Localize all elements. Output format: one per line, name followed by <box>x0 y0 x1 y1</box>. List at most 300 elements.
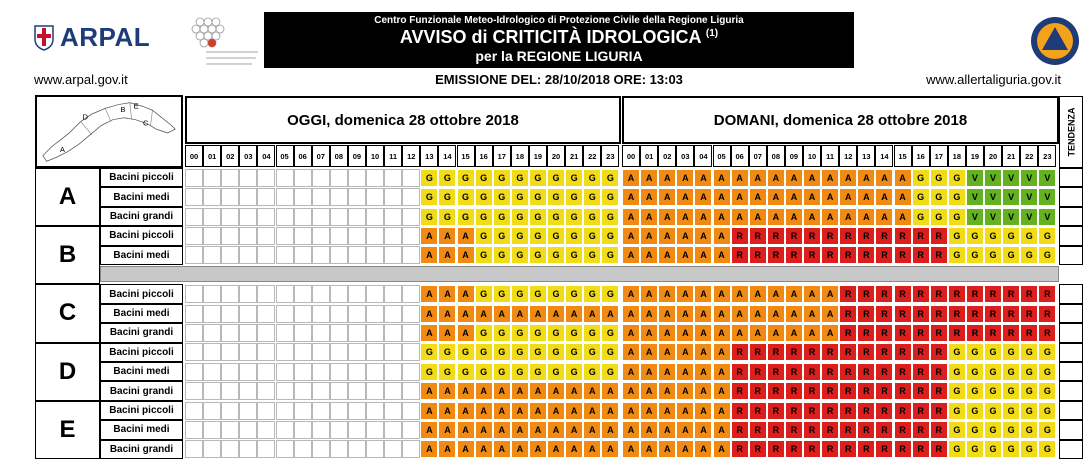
cell-b-1-tomorrow-07: R <box>749 246 767 264</box>
hour-today-18: 18 <box>511 145 529 167</box>
cell-c-2-tomorrow-23: R <box>1038 324 1056 342</box>
cell-e-0-today-06 <box>294 402 312 420</box>
cell-c-2-tomorrow-18: R <box>948 324 966 342</box>
cell-c-1-tomorrow-07: A <box>749 305 767 323</box>
cell-e-2-tomorrow-03: A <box>676 440 694 458</box>
cell-e-2-tomorrow-01: A <box>640 440 658 458</box>
cell-e-1-tomorrow-22: G <box>1020 421 1038 439</box>
cell-a-0-tomorrow-00: A <box>622 169 640 187</box>
cell-d-0-today-21: G <box>565 343 583 361</box>
cell-b-0-today-10 <box>366 227 384 245</box>
cell-a-1-today-13: G <box>420 188 438 206</box>
cell-d-0-tomorrow-01: A <box>640 343 658 361</box>
cell-a-0-tomorrow-11: A <box>821 169 839 187</box>
cell-c-2-tomorrow-11: A <box>821 324 839 342</box>
cell-e-0-tomorrow-21: G <box>1002 402 1020 420</box>
cell-d-2-today-15: A <box>457 382 475 400</box>
cell-b-0-tomorrow-15: R <box>894 227 912 245</box>
cell-a-2-tomorrow-02: A <box>658 208 676 226</box>
cell-b-0-tomorrow-04: A <box>694 227 712 245</box>
cell-e-2-today-05 <box>276 440 294 458</box>
cell-b-1-tomorrow-04: A <box>694 246 712 264</box>
cell-a-1-today-14: G <box>438 188 456 206</box>
cell-d-0-tomorrow-10: R <box>803 343 821 361</box>
cell-e-0-tomorrow-00: A <box>622 402 640 420</box>
arpal-name: ARPAL <box>60 22 151 52</box>
cell-d-1-tomorrow-20: G <box>984 363 1002 381</box>
cell-d-0-today-08 <box>330 343 348 361</box>
cell-e-1-today-06 <box>294 421 312 439</box>
cell-a-2-today-06 <box>294 208 312 226</box>
cell-e-2-today-07 <box>312 440 330 458</box>
cell-d-2-today-01 <box>203 382 221 400</box>
cell-c-0-tomorrow-10: A <box>803 285 821 303</box>
cell-e-1-tomorrow-06: R <box>731 421 749 439</box>
cell-e-2-tomorrow-16: R <box>912 440 930 458</box>
cell-d-2-tomorrow-12: R <box>839 382 857 400</box>
cell-c-0-today-10 <box>366 285 384 303</box>
cell-b-1-today-01 <box>203 246 221 264</box>
hour-tomorrow-22: 22 <box>1020 145 1038 167</box>
cell-a-2-tomorrow-17: G <box>930 208 948 226</box>
cell-b-0-today-00 <box>185 227 203 245</box>
cell-e-0-tomorrow-01: A <box>640 402 658 420</box>
cell-c-0-tomorrow-05: A <box>713 285 731 303</box>
cell-d-2-today-12 <box>402 382 420 400</box>
cell-c-1-today-04 <box>257 305 275 323</box>
cell-d-0-today-02 <box>221 343 239 361</box>
cell-d-1-tomorrow-17: R <box>930 363 948 381</box>
cell-b-1-tomorrow-10: R <box>803 246 821 264</box>
cell-d-0-tomorrow-13: R <box>857 343 875 361</box>
cell-d-0-tomorrow-21: G <box>1002 343 1020 361</box>
cell-e-2-tomorrow-06: R <box>731 440 749 458</box>
cell-e-1-tomorrow-17: R <box>930 421 948 439</box>
cell-a-1-today-12 <box>402 188 420 206</box>
hour-tomorrow-09: 09 <box>785 145 803 167</box>
cell-d-2-tomorrow-15: R <box>894 382 912 400</box>
cell-e-2-today-09 <box>348 440 366 458</box>
title-center: Centro Funzionale Meteo-Idrologico di Protezione Civile della Regione Liguria <box>374 15 744 26</box>
cell-e-0-today-02 <box>221 402 239 420</box>
cell-b-0-tomorrow-02: A <box>658 227 676 245</box>
cell-a-1-tomorrow-16: G <box>912 188 930 206</box>
cell-b-0-today-19: G <box>529 227 547 245</box>
cell-a-2-tomorrow-22: V <box>1020 208 1038 226</box>
cell-e-1-today-19: A <box>529 421 547 439</box>
cell-c-1-tomorrow-00: A <box>622 305 640 323</box>
cell-e-0-tomorrow-20: G <box>984 402 1002 420</box>
cell-d-2-today-14: A <box>438 382 456 400</box>
cell-d-0-today-12 <box>402 343 420 361</box>
liguria-map <box>35 95 183 168</box>
cell-d-2-today-16: A <box>475 382 493 400</box>
cell-d-2-tomorrow-02: A <box>658 382 676 400</box>
cell-d-1-tomorrow-01: A <box>640 363 658 381</box>
cell-b-1-today-06 <box>294 246 312 264</box>
cell-e-0-tomorrow-02: A <box>658 402 676 420</box>
cell-c-1-tomorrow-22: R <box>1020 305 1038 323</box>
cell-a-2-tomorrow-14: A <box>875 208 893 226</box>
cell-a-1-tomorrow-04: A <box>694 188 712 206</box>
cell-d-1-today-12 <box>402 363 420 381</box>
cell-c-0-tomorrow-22: R <box>1020 285 1038 303</box>
cell-a-2-tomorrow-08: A <box>767 208 785 226</box>
cell-c-2-today-00 <box>185 324 203 342</box>
cell-d-1-tomorrow-09: R <box>785 363 803 381</box>
cell-b-0-tomorrow-23: G <box>1038 227 1056 245</box>
hour-today-10: 10 <box>366 145 384 167</box>
cell-a-2-today-02 <box>221 208 239 226</box>
tendenza-cell-d-2 <box>1059 381 1083 400</box>
cell-a-1-tomorrow-20: V <box>984 188 1002 206</box>
cell-a-0-tomorrow-07: A <box>749 169 767 187</box>
cell-d-0-today-19: G <box>529 343 547 361</box>
cell-b-0-tomorrow-20: G <box>984 227 1002 245</box>
cell-e-2-tomorrow-02: A <box>658 440 676 458</box>
cell-c-2-today-19: G <box>529 324 547 342</box>
cell-a-0-tomorrow-22: V <box>1020 169 1038 187</box>
cell-e-0-today-20: A <box>547 402 565 420</box>
cell-c-0-today-04 <box>257 285 275 303</box>
cell-d-1-tomorrow-10: R <box>803 363 821 381</box>
cell-a-0-today-11 <box>384 169 402 187</box>
cell-e-2-tomorrow-07: R <box>749 440 767 458</box>
cell-c-0-tomorrow-02: A <box>658 285 676 303</box>
cell-e-1-today-21: A <box>565 421 583 439</box>
cell-b-1-today-09 <box>348 246 366 264</box>
cell-a-1-today-01 <box>203 188 221 206</box>
hour-today-05: 05 <box>276 145 294 167</box>
cell-c-2-tomorrow-15: R <box>894 324 912 342</box>
cell-a-2-tomorrow-06: A <box>731 208 749 226</box>
cell-d-1-tomorrow-22: G <box>1020 363 1038 381</box>
cell-b-1-tomorrow-17: R <box>930 246 948 264</box>
cell-c-0-tomorrow-15: R <box>894 285 912 303</box>
cell-c-0-today-22: G <box>583 285 601 303</box>
cell-c-2-today-08 <box>330 324 348 342</box>
hour-tomorrow-18: 18 <box>948 145 966 167</box>
cell-b-1-tomorrow-00: A <box>622 246 640 264</box>
cell-b-0-tomorrow-13: R <box>857 227 875 245</box>
cell-a-1-tomorrow-15: A <box>894 188 912 206</box>
cell-d-0-tomorrow-03: A <box>676 343 694 361</box>
cell-a-1-tomorrow-08: A <box>767 188 785 206</box>
cell-a-0-tomorrow-16: G <box>912 169 930 187</box>
cell-a-2-tomorrow-11: A <box>821 208 839 226</box>
cell-e-1-tomorrow-08: R <box>767 421 785 439</box>
cell-e-2-today-23: A <box>601 440 619 458</box>
cell-c-2-tomorrow-06: A <box>731 324 749 342</box>
cell-a-2-tomorrow-20: V <box>984 208 1002 226</box>
cell-a-0-tomorrow-06: A <box>731 169 749 187</box>
cell-a-1-tomorrow-17: G <box>930 188 948 206</box>
hour-tomorrow-08: 08 <box>767 145 785 167</box>
cell-d-0-today-00 <box>185 343 203 361</box>
cell-a-2-today-04 <box>257 208 275 226</box>
tendenza-cell-e-2 <box>1059 440 1083 459</box>
cell-d-1-today-01 <box>203 363 221 381</box>
cell-d-0-tomorrow-04: A <box>694 343 712 361</box>
cell-b-0-today-04 <box>257 227 275 245</box>
cell-c-1-tomorrow-09: A <box>785 305 803 323</box>
cell-e-0-tomorrow-23: G <box>1038 402 1056 420</box>
cell-e-0-tomorrow-06: R <box>731 402 749 420</box>
cell-b-1-today-14: A <box>438 246 456 264</box>
cell-e-2-today-17: A <box>493 440 511 458</box>
cell-d-0-today-16: G <box>475 343 493 361</box>
cell-d-1-today-10 <box>366 363 384 381</box>
cell-d-1-today-20: G <box>547 363 565 381</box>
cell-a-1-tomorrow-09: A <box>785 188 803 206</box>
cell-b-0-tomorrow-12: R <box>839 227 857 245</box>
cell-e-2-today-06 <box>294 440 312 458</box>
hour-today-02: 02 <box>221 145 239 167</box>
zone-letter-b: B <box>35 226 100 284</box>
cell-c-1-today-16: A <box>475 305 493 323</box>
cell-c-1-tomorrow-17: R <box>930 305 948 323</box>
cell-c-1-tomorrow-05: A <box>713 305 731 323</box>
hour-tomorrow-12: 12 <box>839 145 857 167</box>
cell-c-0-tomorrow-00: A <box>622 285 640 303</box>
cell-d-2-today-04 <box>257 382 275 400</box>
cell-c-0-tomorrow-04: A <box>694 285 712 303</box>
cell-a-0-today-23: G <box>601 169 619 187</box>
cell-d-2-tomorrow-08: R <box>767 382 785 400</box>
cell-e-1-today-10 <box>366 421 384 439</box>
cell-a-1-tomorrow-06: A <box>731 188 749 206</box>
cell-a-1-tomorrow-10: A <box>803 188 821 206</box>
cell-a-2-today-17: G <box>493 208 511 226</box>
cell-a-0-today-21: G <box>565 169 583 187</box>
cell-e-1-today-18: A <box>511 421 529 439</box>
cell-a-2-tomorrow-19: V <box>966 208 984 226</box>
cell-c-2-today-18: G <box>511 324 529 342</box>
cell-c-1-today-07 <box>312 305 330 323</box>
cell-d-0-today-03 <box>239 343 257 361</box>
hour-today-11: 11 <box>384 145 402 167</box>
cell-b-1-today-13: A <box>420 246 438 264</box>
cell-a-2-tomorrow-05: A <box>713 208 731 226</box>
cell-c-2-tomorrow-19: R <box>966 324 984 342</box>
cell-d-1-tomorrow-02: A <box>658 363 676 381</box>
cell-d-1-tomorrow-15: R <box>894 363 912 381</box>
cell-e-0-today-01 <box>203 402 221 420</box>
cell-a-1-today-07 <box>312 188 330 206</box>
cell-d-1-today-08 <box>330 363 348 381</box>
cell-c-2-tomorrow-08: A <box>767 324 785 342</box>
arpal-logo[interactable] <box>34 22 150 53</box>
cell-d-1-today-19: G <box>529 363 547 381</box>
cell-a-2-tomorrow-18: G <box>948 208 966 226</box>
cell-b-0-today-02 <box>221 227 239 245</box>
cell-b-0-today-09 <box>348 227 366 245</box>
cell-a-0-today-00 <box>185 169 203 187</box>
cell-c-2-tomorrow-13: R <box>857 324 875 342</box>
cell-e-0-tomorrow-16: R <box>912 402 930 420</box>
cell-d-2-today-05 <box>276 382 294 400</box>
cell-c-0-tomorrow-08: A <box>767 285 785 303</box>
cell-e-0-today-19: A <box>529 402 547 420</box>
cell-a-2-today-11 <box>384 208 402 226</box>
cell-e-0-today-08 <box>330 402 348 420</box>
cell-c-1-tomorrow-13: R <box>857 305 875 323</box>
cell-e-1-tomorrow-01: A <box>640 421 658 439</box>
cell-b-1-tomorrow-22: G <box>1020 246 1038 264</box>
cell-a-0-tomorrow-18: G <box>948 169 966 187</box>
cell-a-0-tomorrow-14: A <box>875 169 893 187</box>
cell-c-0-today-23: G <box>601 285 619 303</box>
cell-d-1-today-06 <box>294 363 312 381</box>
cell-c-0-tomorrow-01: A <box>640 285 658 303</box>
cell-b-0-tomorrow-00: A <box>622 227 640 245</box>
cell-b-1-tomorrow-19: G <box>966 246 984 264</box>
cell-d-0-today-11 <box>384 343 402 361</box>
map-label-c: C <box>143 118 149 128</box>
cell-e-0-tomorrow-05: A <box>713 402 731 420</box>
zone-letter-e: E <box>35 401 100 459</box>
header <box>0 0 1089 95</box>
cell-a-2-today-12 <box>402 208 420 226</box>
zone-separator-b <box>100 266 1059 282</box>
hour-tomorrow-13: 13 <box>857 145 875 167</box>
cell-e-1-today-05 <box>276 421 294 439</box>
cell-e-1-today-14: A <box>438 421 456 439</box>
cell-b-0-today-15: A <box>457 227 475 245</box>
cell-c-1-today-08 <box>330 305 348 323</box>
cell-a-0-tomorrow-15: A <box>894 169 912 187</box>
protezione-civile-logo-icon <box>1030 16 1080 66</box>
cell-c-0-today-15: A <box>457 285 475 303</box>
cell-e-2-today-08 <box>330 440 348 458</box>
cell-a-2-today-10 <box>366 208 384 226</box>
cell-c-0-tomorrow-06: A <box>731 285 749 303</box>
cell-c-2-today-13: A <box>420 324 438 342</box>
cell-c-0-tomorrow-19: R <box>966 285 984 303</box>
cell-a-0-today-08 <box>330 169 348 187</box>
cell-e-2-today-00 <box>185 440 203 458</box>
cell-b-1-today-15: A <box>457 246 475 264</box>
cell-c-0-tomorrow-17: R <box>930 285 948 303</box>
cell-a-2-tomorrow-12: A <box>839 208 857 226</box>
cell-c-2-today-22: G <box>583 324 601 342</box>
cell-b-0-tomorrow-08: R <box>767 227 785 245</box>
cell-a-0-tomorrow-12: A <box>839 169 857 187</box>
cell-c-0-tomorrow-16: R <box>912 285 930 303</box>
cell-e-1-today-16: A <box>475 421 493 439</box>
hour-tomorrow-03: 03 <box>676 145 694 167</box>
cell-c-0-today-06 <box>294 285 312 303</box>
cell-d-0-tomorrow-06: R <box>731 343 749 361</box>
cell-e-1-today-23: A <box>601 421 619 439</box>
cell-d-2-tomorrow-01: A <box>640 382 658 400</box>
emission-date: EMISSIONE DEL: 28/10/2018 ORE: 13:03 <box>435 72 683 87</box>
cell-d-0-tomorrow-17: R <box>930 343 948 361</box>
cell-b-0-tomorrow-18: G <box>948 227 966 245</box>
zone-letter-a: A <box>35 168 100 226</box>
cell-a-0-today-19: G <box>529 169 547 187</box>
cell-a-1-today-19: G <box>529 188 547 206</box>
cell-a-2-today-14: G <box>438 208 456 226</box>
cell-a-1-tomorrow-07: A <box>749 188 767 206</box>
cell-a-0-tomorrow-03: A <box>676 169 694 187</box>
arpal-website-link[interactable]: www.arpal.gov.it <box>34 72 128 87</box>
cell-a-0-tomorrow-04: A <box>694 169 712 187</box>
cell-b-1-today-11 <box>384 246 402 264</box>
cell-e-2-today-01 <box>203 440 221 458</box>
cell-e-1-today-08 <box>330 421 348 439</box>
cell-e-1-tomorrow-11: R <box>821 421 839 439</box>
cell-d-0-today-23: G <box>601 343 619 361</box>
cell-c-2-today-05 <box>276 324 294 342</box>
cell-b-0-today-16: G <box>475 227 493 245</box>
cell-e-0-today-12 <box>402 402 420 420</box>
hour-tomorrow-02: 02 <box>658 145 676 167</box>
cell-c-0-tomorrow-18: R <box>948 285 966 303</box>
cell-e-0-today-23: A <box>601 402 619 420</box>
cell-a-1-today-17: G <box>493 188 511 206</box>
cell-c-1-today-14: A <box>438 305 456 323</box>
cell-d-0-today-18: G <box>511 343 529 361</box>
basin-label-c-1: Bacini medi <box>100 304 183 323</box>
cell-d-2-tomorrow-10: R <box>803 382 821 400</box>
cell-d-0-tomorrow-12: R <box>839 343 857 361</box>
cell-d-2-today-08 <box>330 382 348 400</box>
cell-b-0-tomorrow-19: G <box>966 227 984 245</box>
cell-a-2-tomorrow-13: A <box>857 208 875 226</box>
cell-c-1-tomorrow-21: R <box>1002 305 1020 323</box>
cell-c-0-today-16: G <box>475 285 493 303</box>
cell-c-1-tomorrow-18: R <box>948 305 966 323</box>
cell-e-0-tomorrow-09: R <box>785 402 803 420</box>
cell-d-1-tomorrow-12: R <box>839 363 857 381</box>
basin-label-d-0: Bacini piccoli <box>100 343 183 362</box>
cell-d-2-today-02 <box>221 382 239 400</box>
cell-c-2-tomorrow-03: A <box>676 324 694 342</box>
cell-b-0-today-01 <box>203 227 221 245</box>
cell-a-1-tomorrow-13: A <box>857 188 875 206</box>
cell-d-0-tomorrow-07: R <box>749 343 767 361</box>
cell-d-0-today-10 <box>366 343 384 361</box>
cell-c-0-today-13: A <box>420 285 438 303</box>
cell-e-0-tomorrow-03: A <box>676 402 694 420</box>
cell-c-1-tomorrow-11: A <box>821 305 839 323</box>
cell-b-1-tomorrow-01: A <box>640 246 658 264</box>
cell-e-0-tomorrow-17: R <box>930 402 948 420</box>
cell-c-2-today-20: G <box>547 324 565 342</box>
allertaliguria-website-link[interactable]: www.allertaliguria.gov.it <box>926 72 1061 87</box>
cell-e-2-today-13: A <box>420 440 438 458</box>
cell-c-1-tomorrow-12: R <box>839 305 857 323</box>
cell-d-2-tomorrow-16: R <box>912 382 930 400</box>
hour-today-16: 16 <box>475 145 493 167</box>
cell-a-1-today-16: G <box>475 188 493 206</box>
cell-c-2-today-01 <box>203 324 221 342</box>
cell-c-0-tomorrow-07: A <box>749 285 767 303</box>
cell-d-0-today-01 <box>203 343 221 361</box>
cell-b-0-today-22: G <box>583 227 601 245</box>
cell-a-0-today-06 <box>294 169 312 187</box>
cell-a-0-today-13: G <box>420 169 438 187</box>
cell-a-0-tomorrow-01: A <box>640 169 658 187</box>
cell-c-2-tomorrow-00: A <box>622 324 640 342</box>
cell-c-0-today-02 <box>221 285 239 303</box>
cell-e-2-tomorrow-14: R <box>875 440 893 458</box>
cell-e-0-tomorrow-07: R <box>749 402 767 420</box>
zone-letter-c: C <box>35 284 100 342</box>
cell-a-1-today-20: G <box>547 188 565 206</box>
cell-a-0-tomorrow-09: A <box>785 169 803 187</box>
